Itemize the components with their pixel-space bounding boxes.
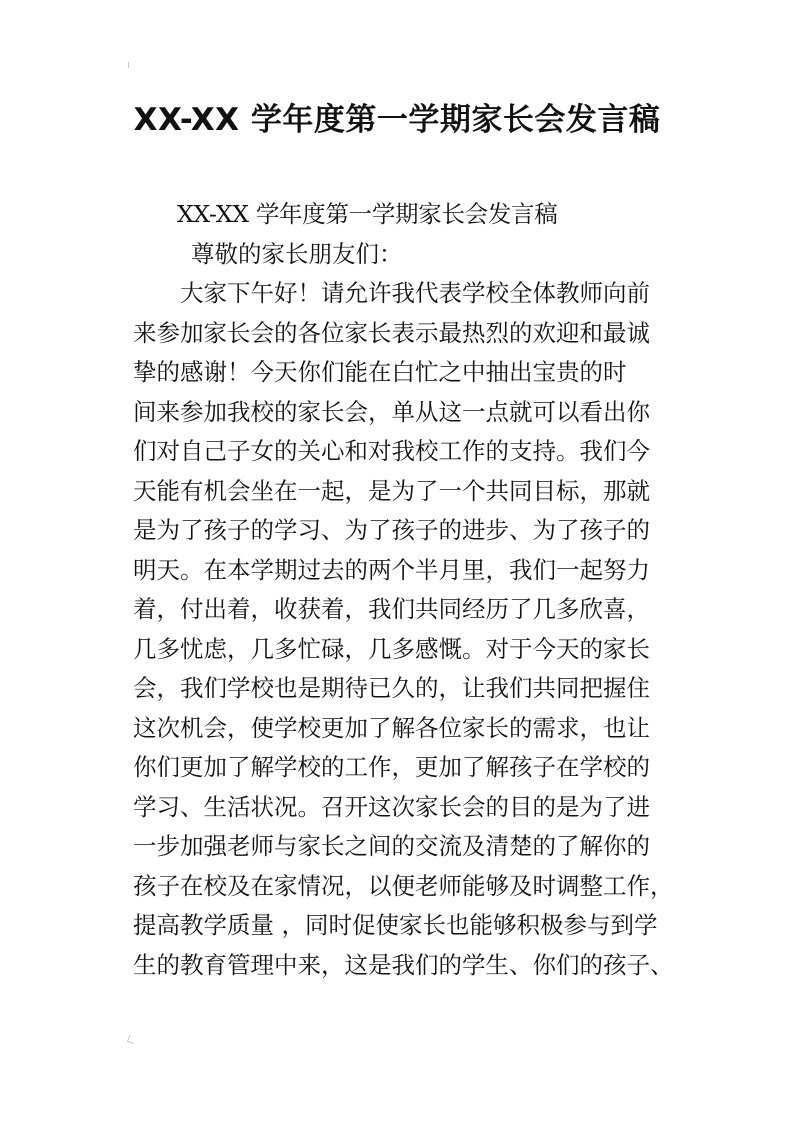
page-corner-mark-bottom (127, 1035, 136, 1044)
paragraph-line: 挚的感谢！今天你们能在白忙之中抽出宝贵的时 (133, 358, 627, 386)
document-subtitle: XX-XX 学年度第一学期家长会发言稿 (177, 200, 558, 228)
paragraph-line: 生的教育管理中来，这是我们的学生、你们的孩子、 (133, 950, 674, 979)
paragraph-line: 这次机会，使学校更加了解各位家长的需求，也让 (133, 713, 650, 742)
paragraph-line: 天能有机会坐在一起，是为了一个共同目标，那就 (133, 476, 650, 505)
paragraph-line: 几多忧虑，几多忙碌，几多感慨。对于今天的家长 (133, 634, 650, 663)
paragraph-line: 着，付出着，收获着，我们共同经历了几多欣喜， (133, 595, 650, 623)
paragraph-line: 会，我们学校也是期待已久的，让我们共同把握住 (133, 674, 650, 702)
paragraph-line: 来参加家长会的各位家长表示最热烈的欢迎和最诚 (133, 318, 650, 347)
paragraph-line: 大家下午好！请允许我代表学校全体教师向前 (180, 279, 650, 307)
paragraph-line: 明天。在本学期过去的两个半月里，我们一起努力 (133, 555, 650, 584)
paragraph-line: 一步加强老师与家长之间的交流及清楚的了解你的 (133, 832, 650, 860)
paragraph-line: 是为了孩子的学习、为了孩子的进步、为了孩子的 (133, 516, 650, 544)
document-title: XX-XX 学年度第一学期家长会发言稿 (133, 102, 661, 138)
paragraph-line: 们对自己子女的关心和对我校工作的支持。我们今 (133, 437, 650, 465)
document-body (133, 195, 674, 985)
paragraph-line: 孩子在校及在家情况，以便老师能够及时调整工作， (133, 871, 674, 900)
paragraph-line: 提高教学质量 ，同时促使家长也能够积极参与到学 (133, 911, 658, 939)
paragraph-line: 你们更加了解学校的工作，更加了解孩子在学校的 (133, 753, 650, 781)
page-corner-mark-top (128, 62, 135, 68)
paragraph-line: 学习、生活状况。召开这次家长会的目的是为了进 (133, 792, 650, 821)
greeting-line: 尊敬的家长朋友们： (191, 239, 403, 268)
paragraph-line: 间来参加我校的家长会，单从这一点就可以看出你 (133, 397, 650, 426)
